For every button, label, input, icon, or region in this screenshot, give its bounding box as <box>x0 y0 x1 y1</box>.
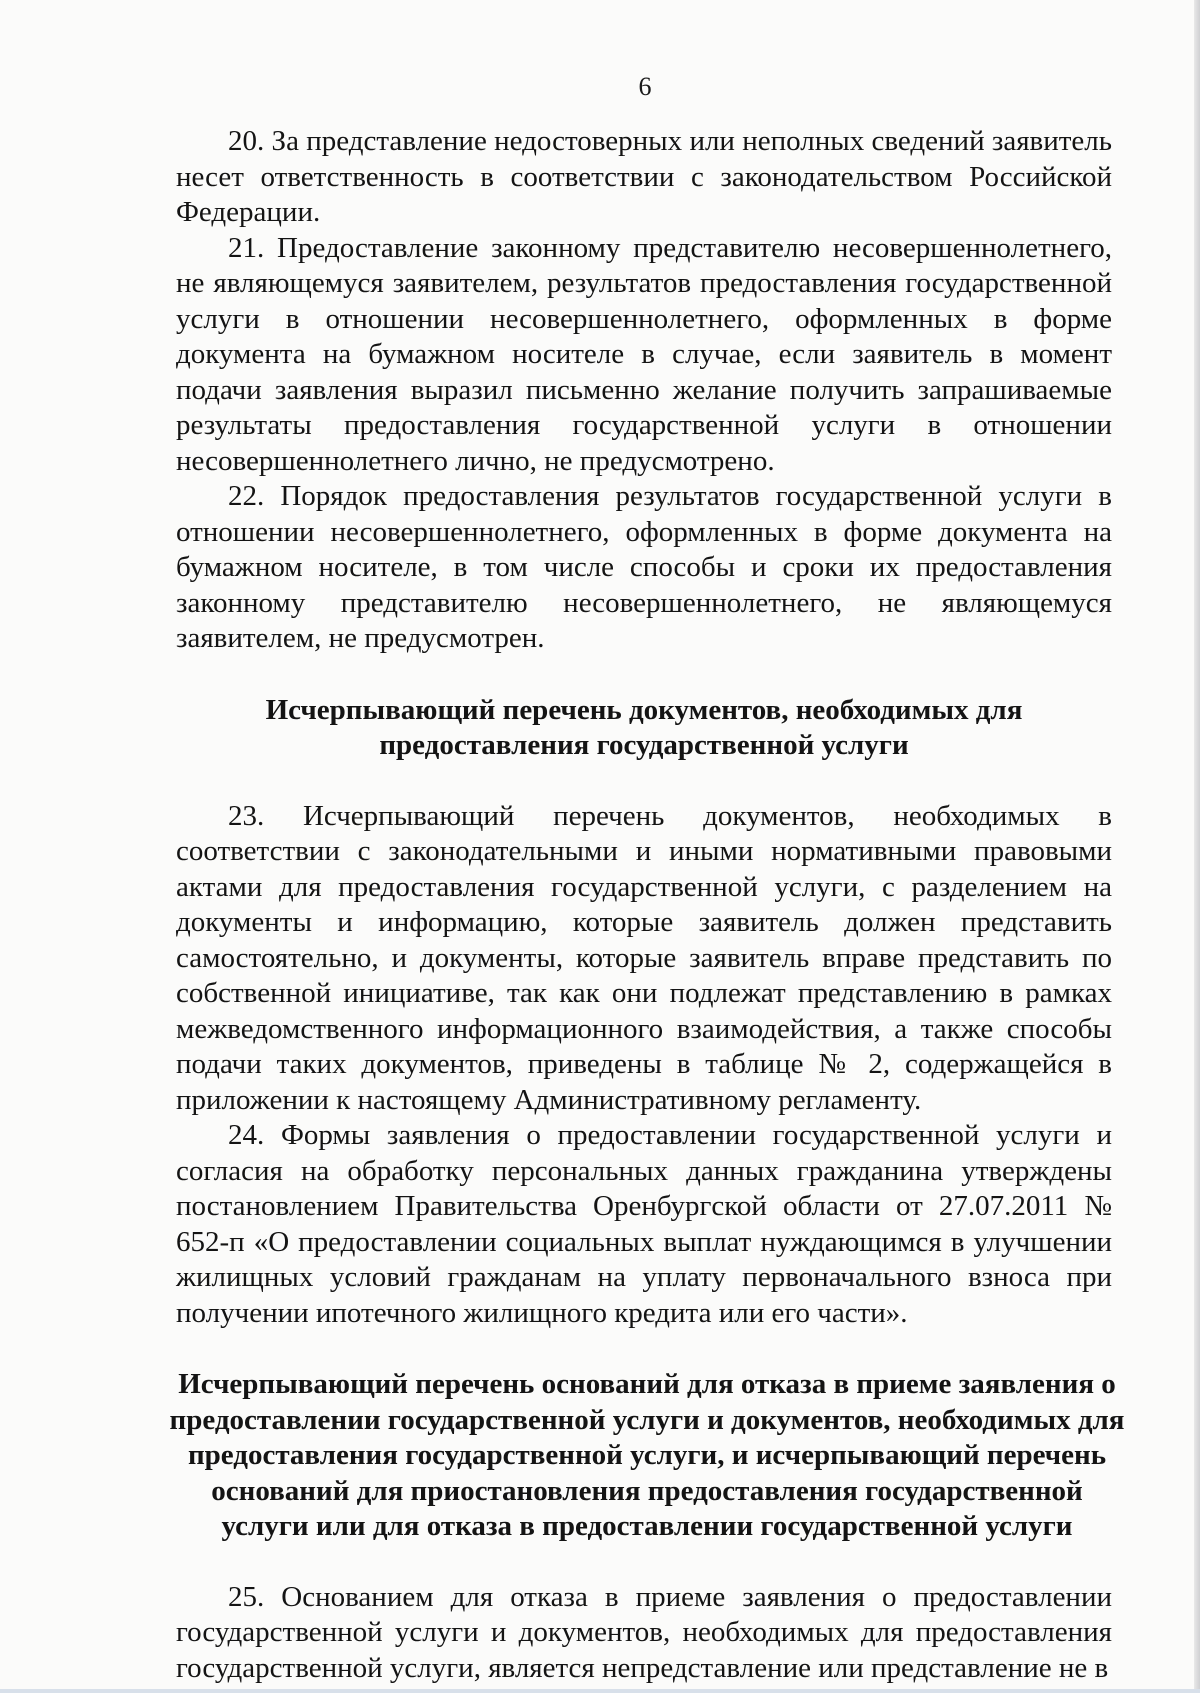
paragraph-22: 22. Порядок предоставления результатов государственной услуги в отношении несовершеннолетнего, оформленных в форме документа на бумажном носителе, в том числе способы и сроки их предоставления законному представителю несовершеннолетнего, не являющемуся заявителем, не предусмотрен. <box>176 480 1112 654</box>
section-heading-documents <box>176 693 1112 764</box>
heading-line: оснований для приостановления предоставления государственной <box>211 1474 1083 1507</box>
page-number: 6 <box>638 72 652 101</box>
paragraph-24: 24. Формы заявления о предоставлении государственной услуги и согласия на обработку персональных данных гражданина утверждены постановлением Правительства Оренбургской области от 27.07.2011 № 652-п «О предоставлении социальных выплат нуждающимся в улучшении жилищных условий гражданам на уплату первоначального взноса при получении ипотечного жилищного кредита или его части». <box>176 1119 1112 1329</box>
paragraph-21: 21. Предоставление законному представителю несовершеннолетнего, не являющемуся заявителем, результатов предоставления государственной услуги в отношении несовершеннолетнего, оформленных в форме документа на бумажном носителе в случае, если заявитель в момент подачи заявления выразил письменно желание получить запрашиваемые результаты предоставления государственной услуги в отношении несовершеннолетнего лично, не предусмотрено. <box>176 231 1112 477</box>
heading-line: предоставления государственной услуги, и исчерпывающий перечень <box>187 1439 1107 1471</box>
heading-line: предоставлении государственной услуги и документов, необходимых для <box>169 1403 1125 1436</box>
heading-line: услуги или для отказа в предоставлении государственной услуги <box>221 1510 1073 1542</box>
paragraph-25: 25. Основанием для отказа в приеме заявления о предоставлении государственной услуги и документов, необходимых для предоставления государственной услуги, является непредставление или представление не в <box>176 1580 1112 1684</box>
document-body <box>169 124 1125 1686</box>
paragraph-23: 23. Исчерпывающий перечень документов, необходимых в соответствии с законодательными и иными нормативными правовыми актами для предоставления государственной услуги, с разделением на документы и информацию, которые заявитель должен представить самостоятельно, и документы, которые заявитель вправе представить по собственной инициативе, так как они подлежат представлению в рамках межведомственного информационного взаимодействия, а также способы подачи таких документов, приведены в таблице № 2, содержащейся в приложении к настоящему Административному регламенту. <box>176 799 1112 1116</box>
heading-line: Исчерпывающий перечень оснований для отказа в приеме заявления о <box>178 1368 1116 1400</box>
scan-edge-bottom <box>0 1689 1200 1693</box>
scan-edge <box>1194 0 1200 1693</box>
heading-line: Исчерпывающий перечень документов, необходимых для <box>265 693 1023 726</box>
heading-line: предоставления государственной услуги <box>379 729 909 761</box>
paragraph-20: 20. За представление недостоверных или неполных сведений заявитель несет ответственность в соответствии с законодательством Российской Федерации. <box>176 125 1112 228</box>
section-heading-refusal-grounds <box>164 1367 1130 1545</box>
